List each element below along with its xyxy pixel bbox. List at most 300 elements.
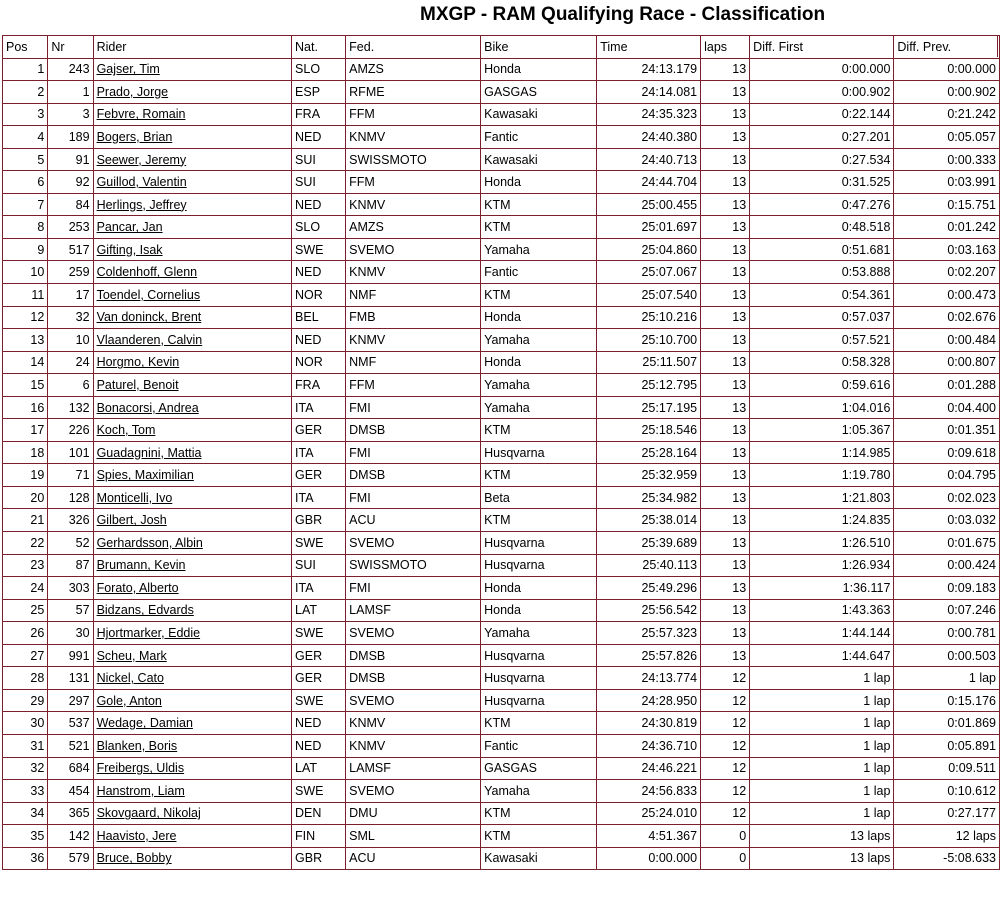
diff-prev-cell: 0:07.246 [894,599,1000,622]
diff-prev-cell: 0:01.351 [894,419,1000,442]
laps-cell: 13 [701,464,750,487]
rider-link[interactable]: Brumann, Kevin [96,558,186,573]
rider-cell [93,599,291,622]
col-header-bike: Bike [481,36,597,59]
time-cell: 25:11.507 [597,351,701,374]
pos-cell: 11 [3,284,48,307]
table-row [3,284,1000,307]
rider-link[interactable]: Haavisto, Jere [96,828,177,843]
number-cell: 84 [48,193,93,216]
rider-link[interactable]: Toendel, Cornelius [96,287,201,302]
pos-cell: 29 [3,689,48,712]
laps-cell: 12 [701,802,750,825]
bike-cell: KTM [481,712,597,735]
table-row [3,757,1000,780]
diff-prev-cell: 1 lap [894,667,1000,690]
rider-link[interactable]: Skovgaard, Nikolaj [96,806,201,821]
rider-cell [93,667,291,690]
diff-first-cell: 0:00.902 [750,81,894,104]
table-row [3,58,1000,81]
rider-link[interactable]: Forato, Alberto [96,580,179,595]
pos-cell: 16 [3,396,48,419]
nation-cell: DEN [292,802,346,825]
time-cell: 25:04.860 [597,238,701,261]
pos-cell: 9 [3,238,48,261]
pos-cell: 6 [3,171,48,194]
laps-cell: 13 [701,396,750,419]
nation-cell: SLO [292,216,346,239]
rider-cell [93,554,291,577]
laps-cell: 13 [701,216,750,239]
time-cell: 25:57.323 [597,622,701,645]
bike-cell: Yamaha [481,396,597,419]
rider-link[interactable]: Bonacorsi, Andrea [96,400,199,415]
diff-first-cell: 1:19.780 [750,464,894,487]
bike-cell: Honda [481,599,597,622]
laps-cell: 13 [701,238,750,261]
federation-cell: FMI [346,486,481,509]
rider-link[interactable]: Seewer, Jeremy [96,152,187,167]
pos-cell: 12 [3,306,48,329]
pos-cell: 26 [3,622,48,645]
rider-cell [93,464,291,487]
diff-prev-cell: 0:00.000 [894,58,1000,81]
federation-cell: RFME [346,81,481,104]
time-cell: 24:30.819 [597,712,701,735]
table-row [3,419,1000,442]
pos-cell: 22 [3,532,48,555]
federation-cell: FFM [346,103,481,126]
rider-link[interactable]: Spies, Maximilian [96,468,194,483]
table-row [3,126,1000,149]
federation-cell: FMI [346,396,481,419]
bike-cell: Yamaha [481,238,597,261]
diff-prev-cell: 0:04.795 [894,464,1000,487]
rider-cell [93,103,291,126]
time-cell: 24:35.323 [597,103,701,126]
time-cell: 24:28.950 [597,689,701,712]
laps-cell: 12 [701,734,750,757]
laps-cell: 13 [701,622,750,645]
diff-prev-cell: 0:05.891 [894,734,1000,757]
diff-prev-cell: 0:03.163 [894,238,1000,261]
nation-cell: LAT [292,599,346,622]
table-row [3,532,1000,555]
laps-cell: 13 [701,148,750,171]
diff-prev-cell: 0:27.177 [894,802,1000,825]
laps-cell: 13 [701,374,750,397]
nation-cell: FRA [292,374,346,397]
rider-cell [93,306,291,329]
laps-cell: 13 [701,103,750,126]
table-row [3,599,1000,622]
federation-cell: FMI [346,577,481,600]
federation-cell: ACU [346,847,481,870]
time-cell: 24:14.081 [597,81,701,104]
diff-first-cell: 0:47.276 [750,193,894,216]
number-cell: 87 [48,554,93,577]
laps-cell: 13 [701,329,750,352]
pos-cell: 27 [3,644,48,667]
federation-cell: KNMV [346,126,481,149]
diff-prev-cell: 0:02.023 [894,486,1000,509]
rider-link[interactable]: Gole, Anton [96,693,162,708]
diff-prev-cell: 0:00.503 [894,644,1000,667]
federation-cell: ACU [346,509,481,532]
pos-cell: 36 [3,847,48,870]
rider-cell [93,486,291,509]
number-cell: 132 [48,396,93,419]
laps-cell: 13 [701,644,750,667]
number-cell: 1 [48,81,93,104]
rider-link[interactable]: Bruce, Bobby [96,851,172,866]
diff-first-cell: 1:26.934 [750,554,894,577]
bike-cell: Kawasaki [481,847,597,870]
number-cell: 303 [48,577,93,600]
rider-cell [93,509,291,532]
bike-cell: Kawasaki [481,103,597,126]
time-cell: 24:13.179 [597,58,701,81]
diff-prev-cell: 0:15.751 [894,193,1000,216]
rider-link[interactable]: Herlings, Jeffrey [96,197,187,212]
pos-cell: 19 [3,464,48,487]
rider-cell [93,441,291,464]
pos-cell: 23 [3,554,48,577]
nation-cell: SUI [292,148,346,171]
time-cell: 25:28.164 [597,441,701,464]
pos-cell: 14 [3,351,48,374]
pos-cell: 18 [3,441,48,464]
rider-link[interactable]: Febvre, Romain [96,107,186,122]
number-cell: 189 [48,126,93,149]
diff-prev-cell: 0:03.991 [894,171,1000,194]
nation-cell: ITA [292,396,346,419]
time-cell: 25:17.195 [597,396,701,419]
nation-cell: SUI [292,171,346,194]
rider-link[interactable]: Bogers, Brian [96,129,173,144]
bike-cell: Husqvarna [481,689,597,712]
time-cell: 24:56.833 [597,780,701,803]
nation-cell: SWE [292,689,346,712]
time-cell: 25:10.700 [597,329,701,352]
laps-cell: 13 [701,171,750,194]
nation-cell: ITA [292,577,346,600]
number-cell: 17 [48,284,93,307]
number-cell: 91 [48,148,93,171]
time-cell: 4:51.367 [597,825,701,848]
table-row [3,261,1000,284]
time-cell: 24:13.774 [597,667,701,690]
rider-link[interactable]: Gifting, Isak [96,242,163,257]
rider-cell [93,802,291,825]
federation-cell: DMU [346,802,481,825]
federation-cell: SVEMO [346,780,481,803]
number-cell: 30 [48,622,93,645]
rider-cell [93,374,291,397]
federation-cell: FFM [346,374,481,397]
diff-prev-cell: 0:09.618 [894,441,1000,464]
diff-first-cell: 1 lap [750,712,894,735]
diff-first-cell: 13 laps [750,847,894,870]
rider-link[interactable]: Vlaanderen, Calvin [96,332,203,347]
bike-cell: KTM [481,509,597,532]
time-cell: 24:40.380 [597,126,701,149]
diff-first-cell: 0:57.037 [750,306,894,329]
diff-first-cell: 0:00.000 [750,58,894,81]
diff-first-cell: 1 lap [750,780,894,803]
number-cell: 226 [48,419,93,442]
nation-cell: BEL [292,306,346,329]
laps-cell: 13 [701,306,750,329]
diff-first-cell: 0:51.681 [750,238,894,261]
nation-cell: FIN [292,825,346,848]
bike-cell: KTM [481,464,597,487]
rider-link[interactable]: Paturel, Benoit [96,377,179,392]
bike-cell: KTM [481,419,597,442]
number-cell: 517 [48,238,93,261]
rider-cell [93,216,291,239]
diff-prev-cell: 0:00.902 [894,81,1000,104]
time-cell: 24:46.221 [597,757,701,780]
nation-cell: FRA [292,103,346,126]
diff-first-cell: 1 lap [750,802,894,825]
diff-first-cell: 0:59.616 [750,374,894,397]
rider-cell [93,847,291,870]
rider-cell [93,148,291,171]
time-cell: 25:01.697 [597,216,701,239]
table-row [3,689,1000,712]
diff-prev-cell: 0:10.612 [894,780,1000,803]
nation-cell: GBR [292,509,346,532]
diff-first-cell: 1:26.510 [750,532,894,555]
rider-cell [93,238,291,261]
rider-link[interactable]: Van doninck, Brent [96,310,202,325]
federation-cell: NMF [346,284,481,307]
diff-first-cell: 1:14.985 [750,441,894,464]
diff-first-cell: 1:04.016 [750,396,894,419]
bike-cell: Beta [481,486,597,509]
federation-cell: KNMV [346,261,481,284]
laps-cell: 12 [701,780,750,803]
nation-cell: NED [292,712,346,735]
diff-prev-cell: 0:04.400 [894,396,1000,419]
number-cell: 101 [48,441,93,464]
rider-link[interactable]: Freibergs, Uldis [96,761,185,776]
pos-cell: 15 [3,374,48,397]
diff-prev-cell: 0:00.781 [894,622,1000,645]
pos-cell: 2 [3,81,48,104]
diff-first-cell: 1 lap [750,734,894,757]
nation-cell: NED [292,193,346,216]
federation-cell: DMSB [346,419,481,442]
number-cell: 57 [48,599,93,622]
laps-cell: 13 [701,532,750,555]
number-cell: 128 [48,486,93,509]
table-row [3,193,1000,216]
number-cell: 243 [48,58,93,81]
federation-cell: SML [346,825,481,848]
nation-cell: SWE [292,238,346,261]
federation-cell: KNMV [346,734,481,757]
nation-cell: ESP [292,81,346,104]
table-row [3,667,1000,690]
rider-link[interactable]: Hanstrom, Liam [96,783,185,798]
table-row [3,802,1000,825]
bike-cell: Yamaha [481,374,597,397]
laps-cell: 12 [701,667,750,690]
diff-prev-cell: 0:09.183 [894,577,1000,600]
federation-cell: SVEMO [346,622,481,645]
number-cell: 142 [48,825,93,848]
time-cell: 25:24.010 [597,802,701,825]
number-cell: 579 [48,847,93,870]
pos-cell: 10 [3,261,48,284]
rider-link[interactable]: Horgmo, Kevin [96,355,180,370]
time-cell: 25:40.113 [597,554,701,577]
bike-cell: Fantic [481,126,597,149]
pos-cell: 32 [3,757,48,780]
diff-prev-cell: 0:01.675 [894,532,1000,555]
diff-first-cell: 1:24.835 [750,509,894,532]
rider-cell [93,329,291,352]
table-row [3,509,1000,532]
col-header-diff-first: Diff. First [750,36,894,59]
diff-prev-cell: 0:05.057 [894,126,1000,149]
col-header-nr: Nr [48,36,93,59]
diff-prev-cell: 0:03.032 [894,509,1000,532]
bike-cell: Honda [481,577,597,600]
diff-first-cell: 0:27.534 [750,148,894,171]
pos-cell: 20 [3,486,48,509]
rider-link[interactable]: Gerhardsson, Albin [96,535,203,550]
time-cell: 25:38.014 [597,509,701,532]
rider-cell [93,644,291,667]
rider-cell [93,780,291,803]
laps-cell: 12 [701,689,750,712]
rider-link[interactable]: Gajser, Tim [96,62,160,77]
number-cell: 24 [48,351,93,374]
diff-first-cell: 0:57.521 [750,329,894,352]
pos-cell: 8 [3,216,48,239]
time-cell: 25:07.067 [597,261,701,284]
laps-cell: 12 [701,712,750,735]
time-cell: 25:49.296 [597,577,701,600]
rider-link[interactable]: Guillod, Valentin [96,175,187,190]
federation-cell: FFM [346,171,481,194]
bike-cell: Honda [481,171,597,194]
federation-cell: DMSB [346,464,481,487]
table-row [3,81,1000,104]
rider-link[interactable]: Bidzans, Edvards [96,603,194,618]
rider-cell [93,419,291,442]
rider-link[interactable]: Pancar, Jan [96,220,163,235]
table-row [3,148,1000,171]
nation-cell: GBR [292,847,346,870]
time-cell: 0:00.000 [597,847,701,870]
federation-cell: SVEMO [346,689,481,712]
federation-cell: FMB [346,306,481,329]
table-row [3,171,1000,194]
rider-link[interactable]: Prado, Jorge [96,84,169,99]
bike-cell: KTM [481,284,597,307]
rider-link[interactable]: Hjortmarker, Eddie [96,625,201,640]
diff-prev-cell: 0:21.242 [894,103,1000,126]
col-header-diff-prev: Diff. Prev. [894,36,1000,59]
time-cell: 25:56.542 [597,599,701,622]
time-cell: 25:57.826 [597,644,701,667]
pos-cell: 28 [3,667,48,690]
rider-link[interactable]: Monticelli, Ivo [96,490,173,505]
rider-link[interactable]: Guadagnini, Mattia [96,445,202,460]
nation-cell: NED [292,126,346,149]
rider-link[interactable]: Scheu, Mark [96,648,167,663]
table-row [3,847,1000,870]
table-row [3,396,1000,419]
diff-first-cell: 1 lap [750,689,894,712]
bike-cell: Yamaha [481,780,597,803]
nation-cell: SUI [292,554,346,577]
nation-cell: SWE [292,622,346,645]
nation-cell: GER [292,644,346,667]
rider-link[interactable]: Koch, Tom [96,423,156,438]
federation-cell: KNMV [346,329,481,352]
table-row [3,329,1000,352]
federation-cell: SVEMO [346,238,481,261]
rider-link[interactable]: Wedage, Damian [96,716,193,731]
rider-cell [93,193,291,216]
bike-cell: Fantic [481,261,597,284]
table-row [3,734,1000,757]
diff-prev-cell: 0:01.242 [894,216,1000,239]
time-cell: 25:10.216 [597,306,701,329]
laps-cell: 12 [701,757,750,780]
number-cell: 6 [48,374,93,397]
rider-link[interactable]: Nickel, Cato [96,671,164,686]
pos-cell: 30 [3,712,48,735]
time-cell: 25:00.455 [597,193,701,216]
federation-cell: NMF [346,351,481,374]
col-header-pos: Pos [3,36,48,59]
laps-cell: 13 [701,193,750,216]
number-cell: 521 [48,734,93,757]
time-cell: 25:32.959 [597,464,701,487]
diff-prev-cell: 0:02.207 [894,261,1000,284]
laps-cell: 13 [701,419,750,442]
diff-first-cell: 0:31.525 [750,171,894,194]
col-header-fed: Fed. [346,36,481,59]
rider-link[interactable]: Coldenhoff, Glenn [96,265,198,280]
number-cell: 10 [48,329,93,352]
table-row [3,486,1000,509]
diff-first-cell: 1 lap [750,757,894,780]
table-row [3,216,1000,239]
bike-cell: Husqvarna [481,441,597,464]
rider-link[interactable]: Blanken, Boris [96,738,178,753]
bike-cell: Husqvarna [481,554,597,577]
federation-cell: KNMV [346,712,481,735]
time-cell: 25:18.546 [597,419,701,442]
bike-cell: Fantic [481,734,597,757]
number-cell: 537 [48,712,93,735]
nation-cell: SWE [292,780,346,803]
bike-cell: GASGAS [481,81,597,104]
diff-first-cell: 1:36.117 [750,577,894,600]
rider-link[interactable]: Gilbert, Josh [96,513,167,528]
table-row [3,103,1000,126]
federation-cell: AMZS [346,58,481,81]
number-cell: 365 [48,802,93,825]
bike-cell: KTM [481,825,597,848]
